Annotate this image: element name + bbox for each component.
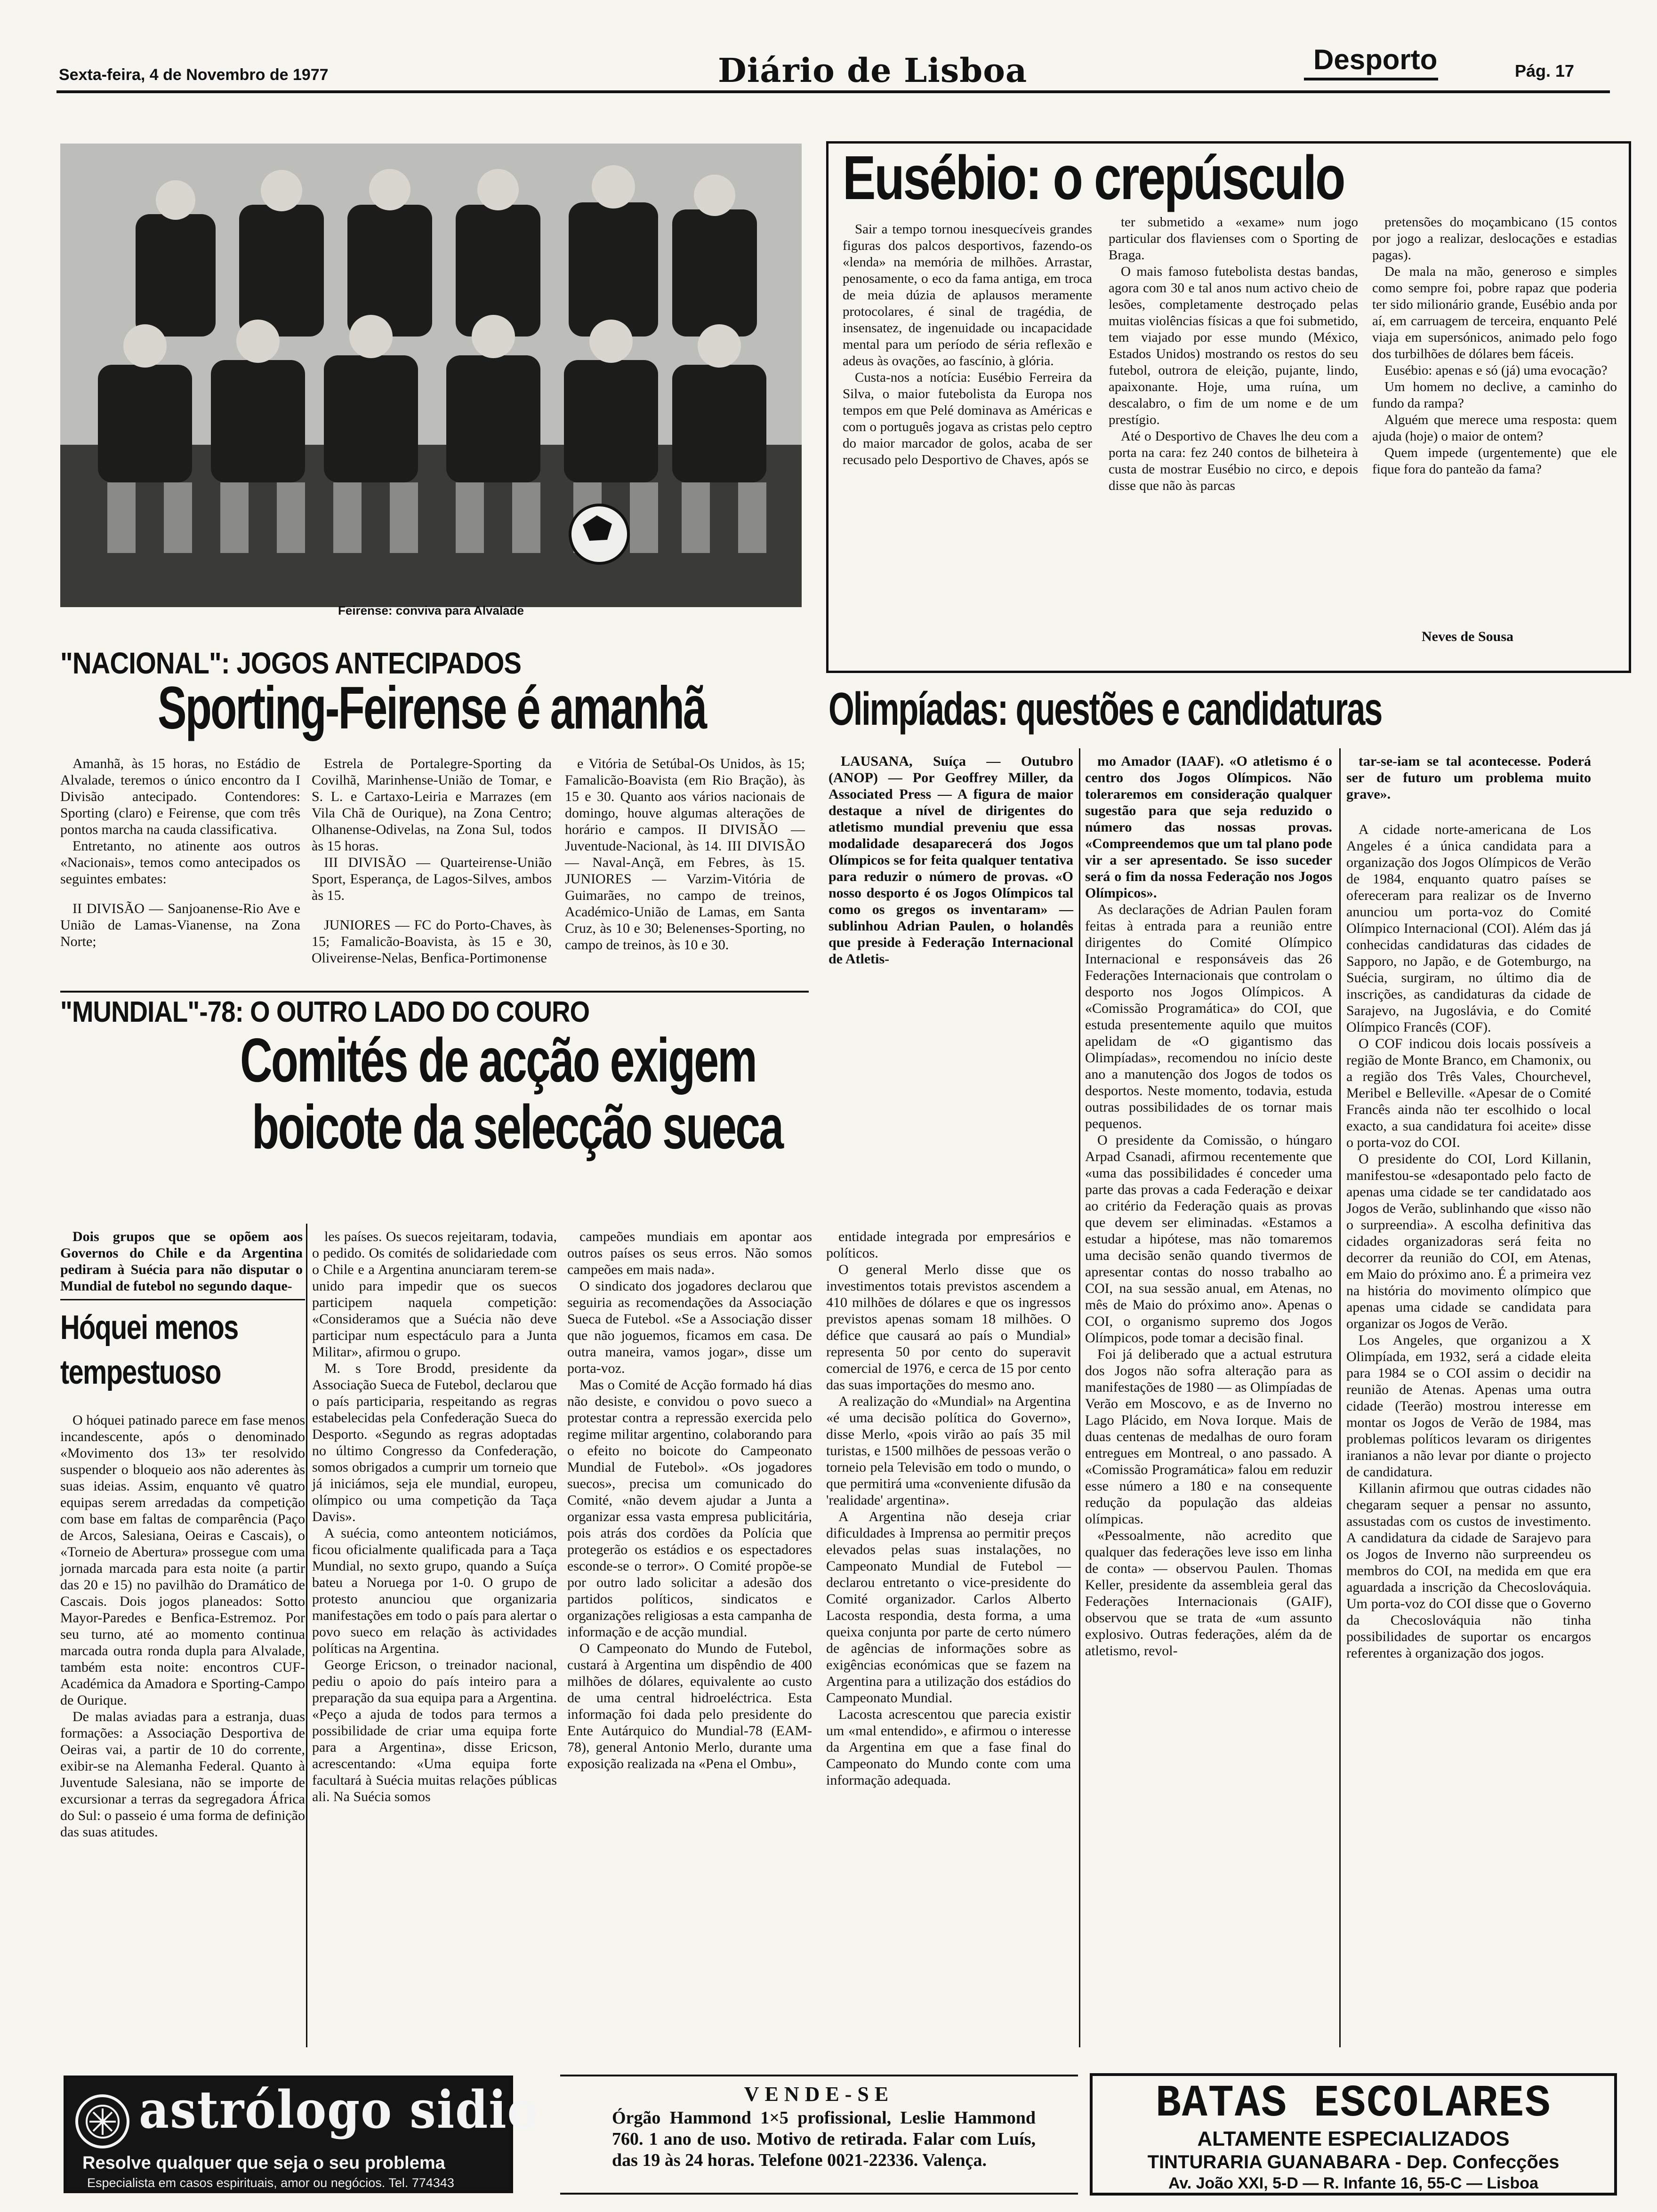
mundial-column-4 [826, 1228, 1071, 1788]
batas-line-3: Av. João XXI, 5-D — R. Infante 16, 55-C — Lisboa [1168, 2174, 1538, 2192]
nacional-column-1 [60, 755, 300, 950]
paragraph: George Ericson, o treinador nacional, pediu o apoio do país inteiro para a preparação da sua equipa para a Argentina. «Peço a ajuda de todos para termos a possibilidade de criar uma equipa forte para a Argentina», disse Ericson, acrescentando: «Uma equipa forte facultará à Suécia muitas relações públicas ali. Na Suécia somos [312, 1657, 557, 1804]
paragraph: Dois grupos que se opõem aos Governos do Chile e da Argentina pediram à Suécia para não disputar o Mundial de futebol no segundo daque- [60, 1229, 303, 1294]
paragraph: les países. Os suecos rejeitaram, todavia, o pedido. Os comités de solidariedade com o Chile e a Argentina anunciaram terem-se unido para impedir que os suecos participem naquela competição: «Consideramos que a Suécia não deve participar num espectáculo para a Junta Militar», afirmou o grupo. [312, 1229, 557, 1360]
paragraph: pretensões do moçambicano (15 contos por jogo a realizar, deslocações e estadias pagas). [1372, 215, 1617, 263]
paragraph: A Argentina não deseja criar dificuldades à Imprensa ao permitir preços elevados pelas suas instalações, no Campeonato Mundial de Futebol — declarou entretanto o vice-presidente do Comité organizador. Carlos Alberto Lacosta respondia, desta forma, a uma queixa conjunta por parte de certo número de agências de informações sobre as exigências económicas que se fazem na Argentina para a utilização dos estádios do Campeonato Mundial. [826, 1509, 1071, 1706]
paragraph: A cidade norte-americana de Los Angeles é a única candidata para a organização dos Jogos Olímpicos de Verão de 1984, enquanto quatro países se ofereceram para realizar os de Inverno anunciou um porta-voz do Comité Olímpico Internacional (COI). Além das já conhecidas candidaturas das cidades de Sapporo, no Japão, e de Gotemburgo, na Suécia, surgiram, no último dia de inscrições, as candidaturas da cidade de Sarajevo, na Jugoslávia, e do Comité Olímpico Francês (COF). [1346, 822, 1591, 1035]
paragraph: e Vitória de Setúbal-Os Unidos, às 15; Famalicão-Boavista (em Rio Bração), às 15 e 30. Quanto aos vários nacionais de domingo, houve algumas alterações de horário e campos. II DIVISÃO — Juventude-Nacional, às 14. III DIVISÃO — Naval-Ançã, em Febres, às 15. JUNIORES — Varzim-Vitória de Guimarães, no campo de treinos, Académico-União de Lamas, em Santa Cruz, às 10 e 30; Belenenses-Sporting, no campo de treinos, às 10 e 30. [565, 756, 805, 953]
hoquei-headline-line-1: Hóquei menos [60, 1309, 238, 1346]
nacional-headline: Sporting-Feirense é amanhã [158, 674, 706, 742]
paragraph: Amanhã, às 15 horas, no Estádio de Alvalade, teremos o único encontro da I Divisão antecipado. Contendores: Sporting (claro) e Feirense, que com três pontos marcha na cauda classificativa. [60, 756, 300, 837]
paragraph: Foi já deliberado que a actual estrutura dos Jogos não sofra alteração para as manifestações de 1980 — as Olimpíadas de Verão em Moscovo, e as de Inverno no Lago Plácido, em Nova Iorque. Mais de duas centenas de medalhas de ouro foram entregues em Montreal, o ano passado. A «Comissão Programática» falou em reduzir esse número a 180 e na consequente redução da população das aldeias olímpicas. [1085, 1346, 1332, 1527]
mundial-kicker: "MUNDIAL"-78: O OUTRO LADO DO COURO [60, 996, 590, 1028]
paragraph: Los Angeles, que organizou a X Olimpíada, em 1932, será a cidade eleita para 1984 se o COI assim o decidir na reunião de Atenas. Apenas uma outra cidade (Teerão) mostrou interesse em montar os Jogos de Verão de 1984, mas problemas políticos levaram os dirigentes iranianos a não levar por diante o projecto de candidatura. [1346, 1332, 1591, 1480]
zodiac-icon [75, 2094, 129, 2148]
paragraph: LAUSANA, Suíça — Outubro (ANOP) — Por Geoffrey Miller, da Associated Press — A figura de maior destaque a nível de dirigentes do atletismo mundial preveniu que essa modalidade desaparecerá dos Jogos Olímpicos se for feita qualquer tentativa para reduzir o número de provas. «O nosso desporto é os Jogos Olímpicos tal como os gregos os inventaram» — sublinhou Adrian Paulen, o holandês que preside à Federação Internacional de Atletis- [828, 753, 1073, 967]
paragraph: Até o Desportivo de Chaves lhe deu com a porta na cara: fez 240 contos de bilheteira à custa de mostrar Eusébio no circo, e depois disse que não às parcas [1109, 429, 1358, 493]
paragraph: O general Merlo disse que os investimentos totais previstos ascendem a 410 milhões de dólares e que os ingressos previstos apenas somam 18 milhões. O défice que causará ao país o Mundial» representa 50 por cento do superavit comercial de 1976, e cerca de 15 por cento das suas importações do mesmo ano. [826, 1262, 1071, 1393]
eusebio-byline: Neves de Sousa [1422, 629, 1514, 644]
paragraph: mo Amador (IAAF). «O atletismo é o centro dos Jogos Olímpicos. Não toleraremos em consideração qualquer sugestão para que seja reduzido o número das nossas provas. «Compreendemos que um tal plano pode vir a ser apresentado. Se isso suceder será o fim da nossa Federação nos Jogos Olímpicos». [1085, 753, 1332, 901]
paragraph: A suécia, como anteontem noticiámos, ficou oficialmente qualificada para a Taça Mundial, no sexto grupo, quando a Suíça bateu a Noruega por 1-0. O grupo de protesto anunciou que organizaria manifestações em todo o país para alertar o povo sueco em relação às actividades políticas na Argentina. [312, 1525, 557, 1656]
paragraph: Quem impede (urgentemente) que ele fique fora do panteão da fama? [1372, 445, 1617, 477]
paragraph: A realização do «Mundial» na Argentina «é uma decisão política do Governo», disse Merlo, «pois virão ao país 35 mil turistas, e 1500 milhões de pessoas verão o torneio pela Televisão em todo o mundo, o que permitirá uma «conveniente difusão da 'realidade' argentina». [826, 1394, 1071, 1508]
olimpiadas-column-3 [1346, 753, 1591, 1661]
paragraph: De mala na mão, generoso e simples como sempre foi, pobre rapaz que poderia ter sido milionário grande, Eusébio anda por aí, em carruagem de terceira, enquanto Pelé viaja em supersónicos, animado pelo fogo dos turbilhões de dólares bem fáceis. [1372, 264, 1617, 361]
olimpiadas-column-1 [828, 753, 1073, 967]
mundial-top-rule [60, 991, 809, 993]
masthead-rule [56, 90, 1610, 93]
vende-se-body: Órgão Hammond 1×5 profissional, Leslie Hammond 760. 1 ano de uso. Motivo de retirada. Falar com Luís, das 19 às 24 horas. Telefone 0021-22336. Valença. [612, 2108, 1036, 2170]
paragraph: As declarações de Adrian Paulen foram feitas à entrada para a reunião entre dirigentes do Comité Olímpico Internacional e responsáveis das 26 Federações Internacionais que controlam o desporto nos Jogos Olímpicos. A «Comissão Programática» do COI, que estuda presentemente aquilo que muitos apelidam de «O gigantismo das Olimpíadas», recomendou no início deste ano a manutenção dos Jogos de todos os desportos. Neste momento, todavia, estuda outras possibilidades de os tornar mais pequenos. [1085, 902, 1332, 1131]
astrologo-title: astrólogo sidio [139, 2079, 539, 2140]
astrologo-line-1: Resolve qualquer que seja o seu problema [82, 2153, 445, 2173]
paragraph: entidade integrada por empresários e políticos. [826, 1229, 1071, 1261]
photo-caption: Feirense: conviva para Alvalade [338, 603, 524, 617]
mundial-lead [60, 1228, 303, 1294]
paragraph: Killanin afirmou que outras cidades não chegaram sequer a pensar no assunto, assustadas com os custos de investimento. A candidatura da cidade de Sarajevo para os Jogos de Inverno não surpreendeu os membros do COI, na medida em que era aguardada a inscrição da Checoslováquia. Um porta-voz do COI disse que o Governo da Checoslováquia não tinha possibilidades de suportar os encargos referentes à organização dos jogos. [1346, 1481, 1591, 1661]
paragraph: tar-se-iam se tal acontecesse. Poderá ser de futuro um problema muito grave». [1346, 753, 1591, 802]
paragraph: Eusébio: apenas e só (já) uma evocação? [1384, 363, 1608, 378]
astrologo-line-2: Especialista em casos espirituais, amor ou negócios. Tel. 774343 [87, 2176, 454, 2190]
paragraph: O presidente da Comissão, o húngaro Arpad Csanadi, afirmou recentemente que «uma das possibilidades é conceder uma parte das provas a cada Federação e deixar ao critério da Federação quais as provas que devem ser eliminadas. «Estamos a estudar a hipótese, mas não tomaremos uma decisão senão quando tivermos de apresentar contas do nosso trabalho ao COI, na sua sessão anual, em Atenas, no mês de Maio do próximo ano». Apenas o COI, o organismo supremo dos Jogos Olímpicos, pode tomar a decisão final. [1085, 1132, 1332, 1346]
paragraph: II DIVISÃO — Sanjoanense-Rio Ave e União de Lamas-Vianense, na Zona Norte; [60, 901, 300, 949]
paragraph: De malas aviadas para a estranja, duas formações: a Associação Desportiva de Oeiras vai, a partir de 10 do corrente, exibir-se na Alemanha Federal. Quanto à Juventude Salesiana, não se importe de excursionar a terras da segregadora África do Sul: o passeio é uma forma de definição das suas atitudes. [60, 1709, 305, 1840]
mundial-headline-line-2: boicote da selecção sueca [252, 1092, 783, 1162]
paragraph: Alguém que merece uma resposta: quem ajuda (hoje) o maior de ontem? [1372, 412, 1617, 444]
nacional-column-3 [565, 755, 805, 953]
paragraph: Um homem no declive, a caminho do fundo da rampa? [1372, 379, 1617, 411]
paragraph: M. s Tore Brodd, presidente da Associação Sueca de Futebol, declarou que o país participaria, respeitando as regras estabelecidas pela Confederação Sueca do Desporto. «Segundo as regras adoptadas no último Congresso da Confederação, somos obrigados a cumprir um torneio que já iniciámos, seja ele mundial, europeu, olímpico ou uma competição da Taça Davis». [312, 1361, 557, 1524]
nacional-kicker: "NACIONAL": JOGOS ANTECIPADOS [60, 646, 522, 680]
paragraph: Sair a tempo tornou inesquecíveis grandes figuras dos palcos desportivos, fazendo-os «lenda» na memória de milhões. Arrastar, penosamente, o eco da fama antiga, em troca de meia dúzia de aplausos meramente protocolares, é sinal de tragédia, de insensatez, de ingenuidade ou incapacidade mental para um período de séria reflexão e adeus às ovações, ao fascínio, à glória. [843, 222, 1092, 369]
paragraph: O Campeonato do Mundo de Futebol, custará à Argentina um dispêndio de 400 milhões de dólares, equivalente ao custo de uma central hidroeléctrica. Esta informação foi dada pelo presidente do Ente Autárquico do Mundial-78 (EAM-78), general Antonio Merlo, durante uma exposição realizada na «Pena el Ombu», [567, 1641, 812, 1771]
eusebio-column-2 [1109, 214, 1358, 494]
hoquei-rule [60, 1299, 305, 1300]
olimpiadas-headline: Olimpíadas: questões e candidaturas [828, 683, 1382, 735]
paragraph: Custa-nos a notícia: Eusébio Ferreira da Silva, o maior futebolista da Europa nos tempos em que Pelé dominava as Américas e com o português jogava as cristas pelo ceptro do maior marcador de golos, acaba de ser recusado pelo Desportivo de Chaves, após se [843, 370, 1092, 467]
column-rule [1079, 748, 1080, 2047]
section-underline [1304, 78, 1438, 80]
eusebio-headline: Eusébio: o crepúsculo [843, 143, 1344, 212]
paragraph: JUNIORES — FC do Porto-Chaves, às 15; Famalicão-Boavista, às 15 e 30, Oliveirense-Nelas, Benfica-Portimonense [312, 917, 552, 966]
page-number: Pág. 17 [1515, 61, 1575, 80]
column-rule [306, 1224, 307, 2047]
section-name: Desporto [1313, 44, 1438, 75]
paragraph: O hóquei patinado parece em fase menos incandescente, após o denominado «Movimento dos 13» ter resolvido suspender o bloqueio aos não aderentes às suas ideias. Assim, enquanto vê quatro equipas serem arredadas da competição com base em faltas de comparência (Paço de Arcos, Salesiana, Oeiras e Cascais), o «Torneio de Abertura» prossegue com uma jornada marcada para esta noite (a partir das 20 e 15) no pavilhão do Dramático de Cascais. Dois jogos planeados: Sotto Mayor-Paredes e Benfica-Estremoz. Por seu turno, até ao momento continua marcada outra ronda dupla para Alvalade, também esta noite: encontros CUF-Académica da Amadora e Sporting-Campo de Ourique. [60, 1412, 305, 1708]
paragraph: Mas o Comité de Acção formado há dias não desiste, e convidou o povo sueco a protestar contra a repressão exercida pelo regime militar argentino, colaborando para o efeito no boicote do Campeonato Mundial de Futebol». «Os jogadores suecos», precisa um comunicado do Comité, «não devem ajudar a Junta a organizar essa vasta empresa publicitária, pois atrás dos cordões da Polícia que protegerão os estádios e os espectadores esconde-se o terror». O Comité propõe-se por outro lado solicitar a adesão dos partidos políticos, sindicatos e organizações religiosas a esta campanha de informação e de acção mundial. [567, 1377, 812, 1640]
column-rule [1339, 748, 1341, 2047]
paragraph: campeões mundiais em apontar aos outros países os seus erros. Não somos campeões em mais nada». [567, 1229, 812, 1277]
batas-line-1: ALTAMENTE ESPECIALIZADOS [1197, 2127, 1510, 2150]
olimpiadas-column-2 [1085, 753, 1332, 1659]
paragraph: O COF indicou dois locais possíveis a região de Monte Branco, em Chamonix, ou a região dos Três Vales, Chourchevel, Meribel e Belleville. «Apesar de o Comité Francês ainda não ter escolhido o local exacto, a sua candidatura foi aceite» disse o porta-voz do COI. [1346, 1036, 1591, 1150]
mundial-column-2 [312, 1228, 557, 1805]
nacional-column-2 [312, 755, 552, 966]
paragraph: O sindicato dos jogadores declarou que seguiria as recomendações da Associação Sueca de Futebol. «Se a Associação disser que não joguemos, ficamos em casa. De outra maneira, vamos jogar», disse um porta-voz. [567, 1278, 812, 1376]
paragraph: O presidente do COI, Lord Killanin, manifestou-se «desapontado pelo facto de apenas uma cidade se ter candidatado aos Jogos de Verão, sublinhando que «isso não o surpreendia». A escolha definitiva das cidades organizadoras será feita no decorrer da reunião do COI, em Atenas, em Maio do próximo ano. É a primeira vez na história do movimento olímpico que apenas uma cidade se candidata para organizar os Jogos de Verão. [1346, 1151, 1591, 1331]
eusebio-column-1 [843, 221, 1092, 468]
eusebio-column-3 [1372, 214, 1617, 478]
vende-se-title: VENDE-SE [744, 2083, 894, 2106]
paragraph: Estrela de Portalegre-Sporting da Covilhã, Marinhense-União de Tomar, e S. L. e Cartaxo-Leiria e Marrazes (em Vila Chã de Ourique), na Zona Centro; Olhanense-Odivelas, na Zona Sul, todos às 15 horas. [312, 756, 552, 854]
hoquei-column [60, 1412, 305, 1840]
paragraph: III DIVISÃO — Quarteirense-União Sport, Esperança, de Lagos-Silves, ambos às 15. [312, 855, 552, 903]
paragraph: ter submetido a «exame» num jogo particular dos flavienses com o Sporting de Braga. [1109, 215, 1358, 263]
hoquei-headline-line-2: tempestuoso [60, 1354, 221, 1391]
paragraph: «Pessoalmente, não acredito que qualquer das federações leve isso em linha de conta» — observou Paulen. Thomas Keller, presidente da assembleia geral das Federações Internacionais (GAIF), observou que se trata de «um assunto explosivo. Outras federações, além da de atletismo, revol- [1085, 1528, 1332, 1659]
paragraph: Entretanto, no atinente aos outros «Nacionais», temos como antecipados os seguintes embates: [60, 838, 300, 887]
mundial-column-3 [567, 1228, 812, 1772]
batas-line-2: TINTURARIA GUANABARA - Dep. Confecções [1147, 2152, 1560, 2172]
batas-title: BATAS ESCOLARES [1155, 2078, 1552, 2129]
edition-date: Sexta-feira, 4 de Novembro de 1977 [59, 66, 329, 84]
paragraph: O mais famoso futebolista destas bandas, agora com 30 e tal anos num activo cheio de lesões, completamente destroçado pelas muitas violências físicas a que foi submetido, tem viajado por esse mundo (México, Estados Unidos) mostrando os restos do seu futebol, outrora de eleição, pujante, lindo, apaixonante. Hoje, uma ruína, um descalabro, o fim de um nome e de um prestígio. [1109, 264, 1358, 427]
team-photo [60, 144, 802, 607]
mundial-headline-line-1: Comités de acção exigem [240, 1026, 756, 1095]
newspaper-title: Diário de Lisboa [718, 51, 1028, 90]
paragraph: Lacosta acrescentou que parecia existir um «mal entendido», e afirmou o interesse da Argentina em que a fase final do Campeonato do Mundo conte com uma informação adequada. [826, 1707, 1071, 1788]
